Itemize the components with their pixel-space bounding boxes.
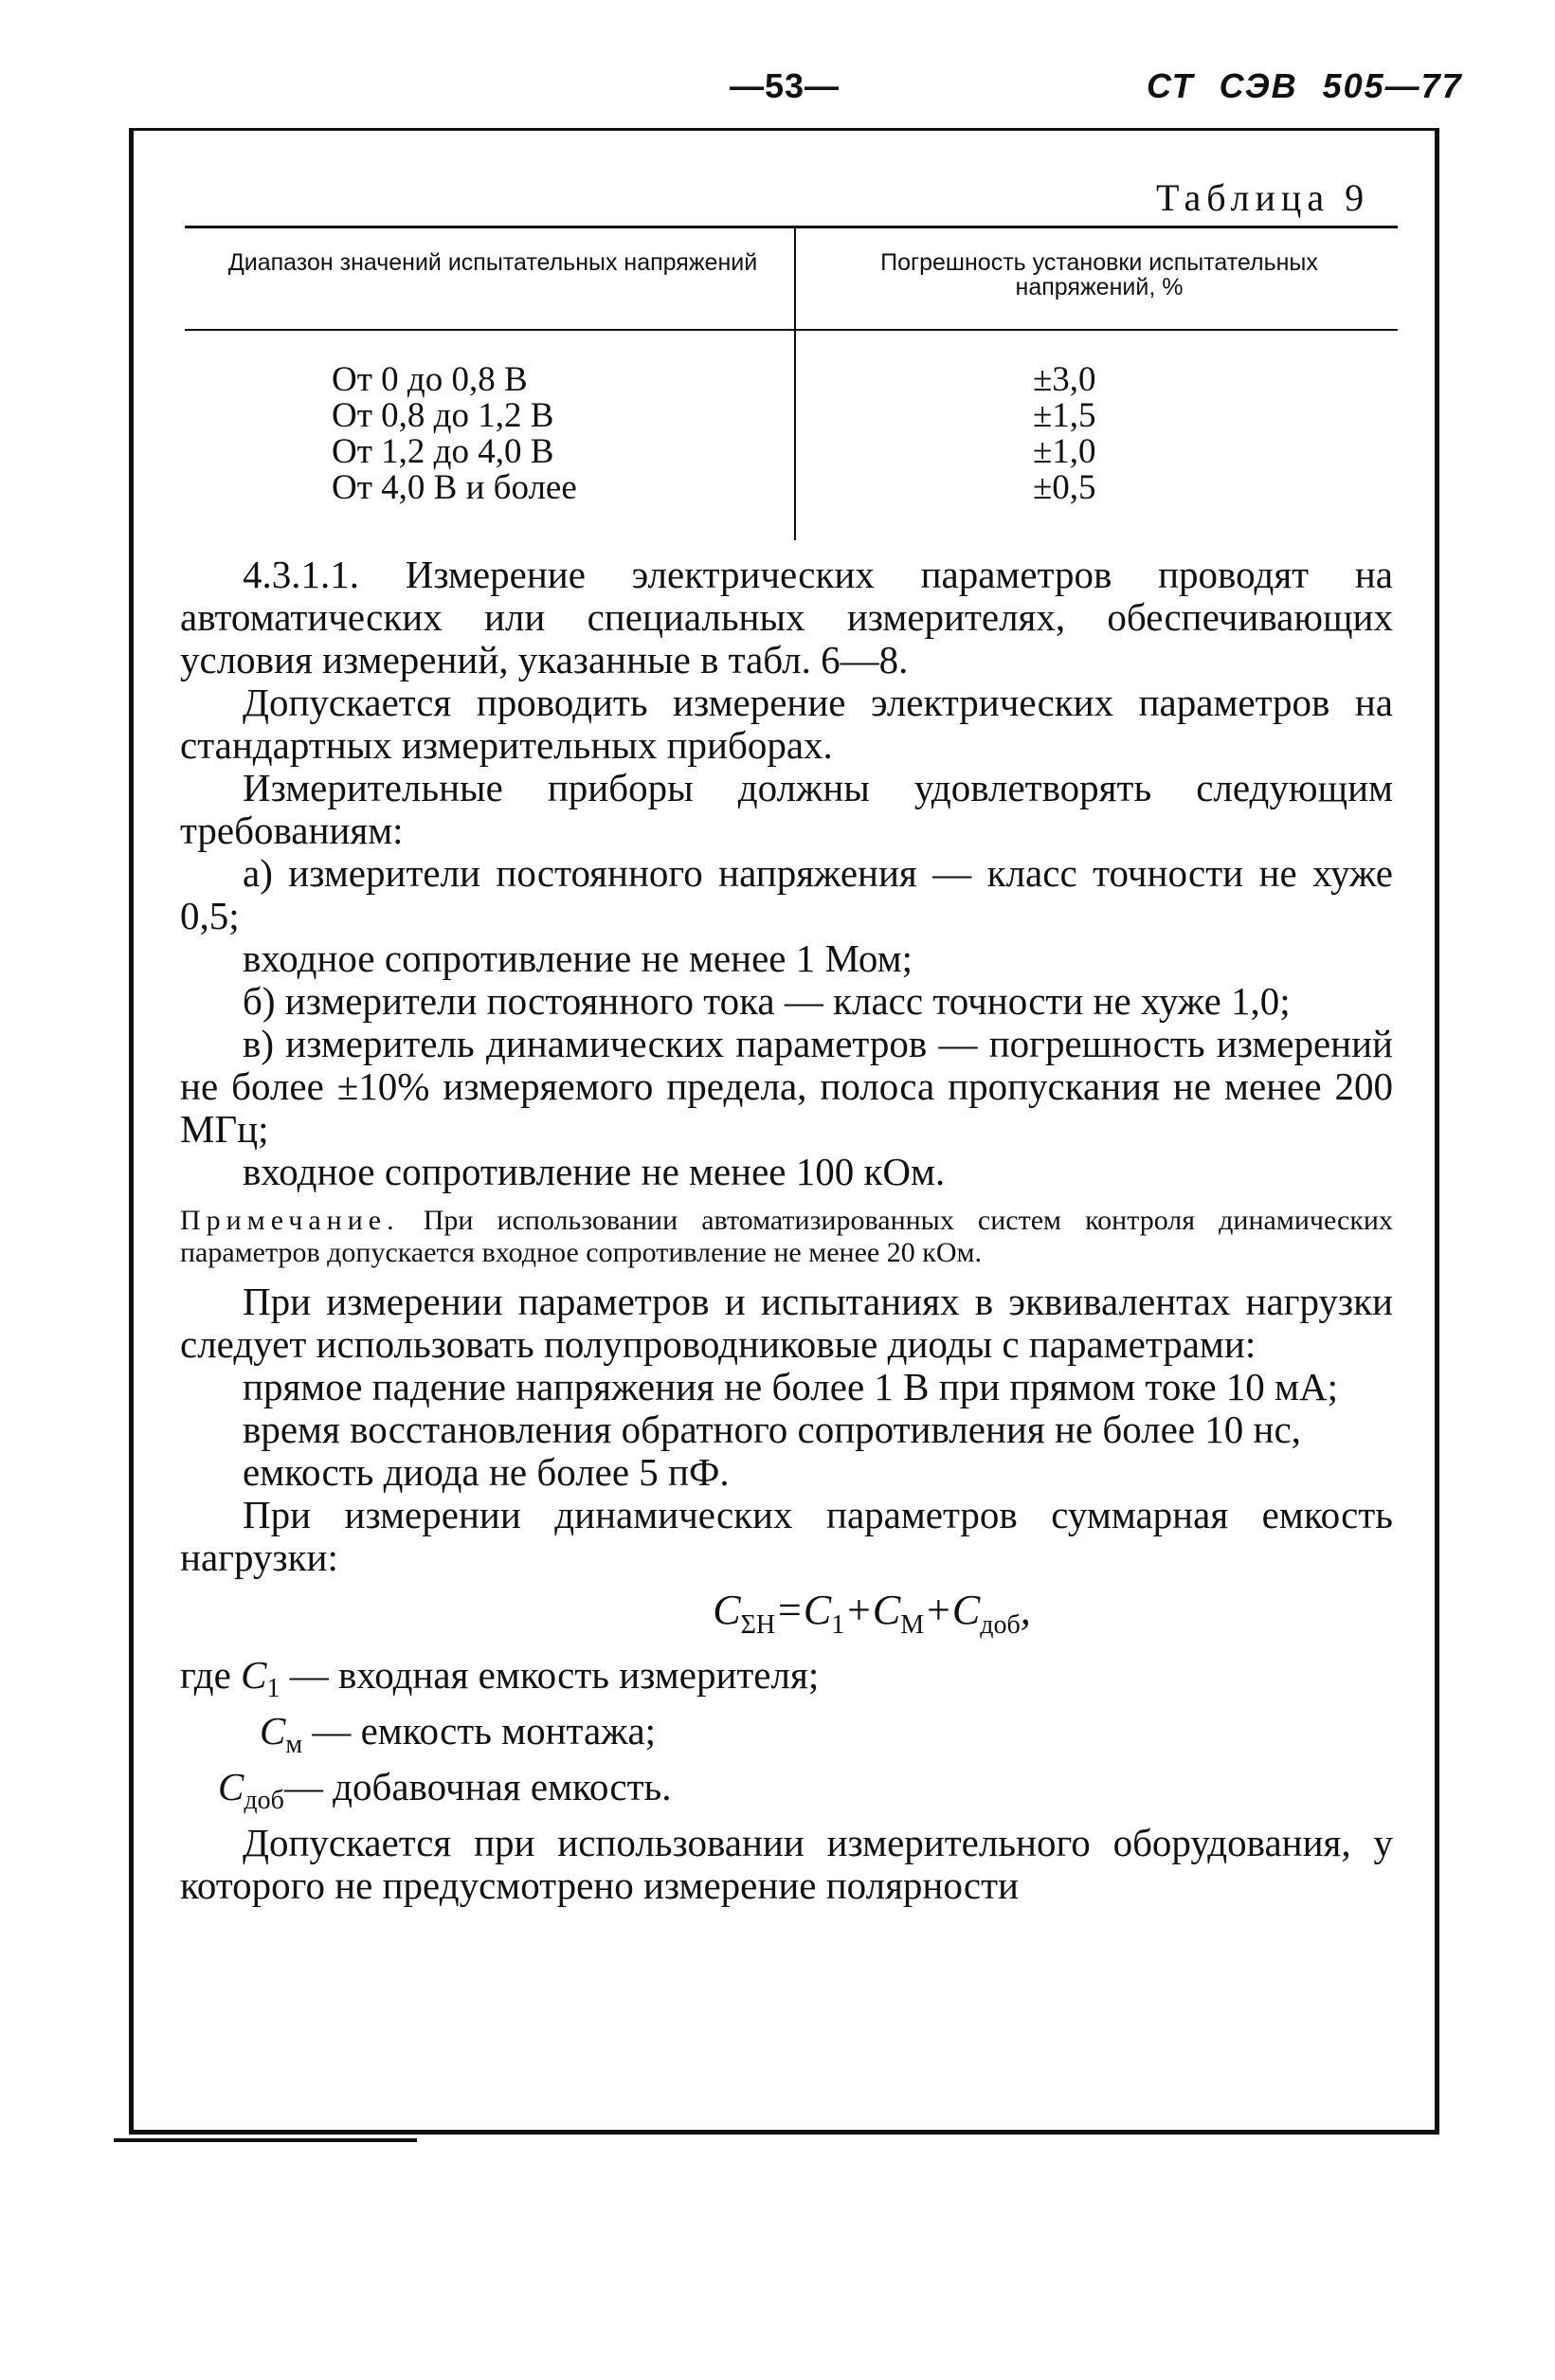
requirement-c: в) измеритель динамических параметров — погрешность измерений не более ±10% измеряемого предела, полоса пропускания не менее 200 МГц; — [180, 1022, 1393, 1151]
body-text — [180, 554, 1393, 1907]
definition-subscript: 1 — [266, 1673, 280, 1703]
paragraph: При измерении параметров и испытаниях в эквивалентах нагрузки следует использовать полупроводниковые диоды с параметрами: — [180, 1280, 1393, 1366]
standard-code: СТ СЭВ 505—77 — [1147, 66, 1463, 105]
requirement-c-input: входное сопротивление не менее 100 кОм. — [243, 1150, 946, 1193]
table-header-rule — [185, 329, 1398, 331]
capacitance-formula: $C_{\Sigma H}=C_1+C_M+C_{доб}$, — [713, 1587, 1031, 1640]
definition-text: — добавочная емкость. — [283, 1765, 672, 1809]
note-text: При использовании автоматизированных систем контроля динамических параметров допускается входное сопротивление не менее 20 кОм. — [180, 1205, 1393, 1268]
paragraph: При измерении динамических параметров суммарная емкость нагрузки: — [180, 1493, 1393, 1579]
range-cell: От 1,2 до 4,0 В — [332, 432, 554, 471]
page-number: —53— — [730, 66, 841, 105]
definition-symbol: C — [241, 1652, 267, 1697]
definition-subscript: доб — [244, 1786, 284, 1816]
definition-text: — входная емкость измерителя; — [280, 1652, 820, 1697]
definition-row — [180, 1654, 1393, 1710]
tolerance-cell: ±1,5 — [1033, 396, 1096, 435]
column-header-range: Диапазон значений испытательных напряжений — [227, 249, 758, 276]
definition-text: — емкость монтажа; — [302, 1708, 657, 1753]
definition-prefix: где — [180, 1652, 242, 1697]
requirement-a: а) измерители постоянного напряжения — класс точности не хуже 0,5; — [180, 851, 1393, 937]
range-cell: От 4,0 В и более — [332, 468, 577, 507]
formula-symbol: C — [713, 1587, 741, 1633]
range-column — [332, 362, 768, 506]
definition-symbol: C — [260, 1708, 286, 1753]
table-top-rule — [185, 226, 1398, 228]
note — [180, 1205, 1393, 1269]
requirement-b: б) измерители постоянного тока — класс точности не хуже 1,0; — [243, 979, 1291, 1023]
formula-subscript: ΣH — [740, 1609, 776, 1640]
column-header-tolerance: Погрешность установки испытательных напряжений, % — [880, 249, 1318, 301]
table-column-divider — [794, 227, 796, 540]
requirement-a-input: входное сопротивление не менее 1 Мом; — [243, 936, 913, 980]
formula-subscript: M — [900, 1609, 925, 1640]
definition-subscript: м — [285, 1730, 303, 1760]
diode-param: время восстановления обратного сопротивления не более 10 нс, — [243, 1408, 1301, 1451]
paragraph: Измерительные приборы должны удовлетворять следующим требованиям: — [180, 766, 1393, 852]
formula-symbol: C — [803, 1587, 832, 1633]
formula-subscript: доб — [980, 1609, 1021, 1640]
definition-row — [180, 1766, 1393, 1822]
paragraph-4-3-1-1: 4.3.1.1. Измерение электрических параметров проводят на автоматических или специальных измерителях, обеспечивающих условия измерений, указанные в табл. 6—8. — [180, 553, 1393, 681]
paragraph: Допускается при использовании измерительного оборудования, у которого не предусмотрено измерение полярности — [180, 1821, 1393, 1908]
table-caption: Таблица 9 — [1156, 176, 1370, 219]
tolerance-cell: ±3,0 — [1033, 360, 1096, 399]
definition-row — [180, 1710, 1393, 1766]
diode-param: емкость диода не более 5 пФ. — [243, 1450, 730, 1494]
diode-param: прямое падение напряжения не более 1 В при прямом токе 10 мА; — [243, 1365, 1338, 1408]
formula-symbol: C — [872, 1587, 901, 1633]
page-header — [0, 66, 1555, 123]
frame-bottom-stroke — [114, 2138, 417, 2142]
formula-definitions — [180, 1654, 1393, 1823]
formula-punct: , — [1020, 1587, 1031, 1633]
tolerance-cell: ±0,5 — [1033, 468, 1096, 507]
note-title: Примечание. — [180, 1205, 400, 1236]
formula-symbol: C — [951, 1587, 981, 1633]
tolerance-column — [1033, 362, 1222, 506]
range-cell: От 0,8 до 1,2 В — [332, 396, 554, 435]
formula-subscript: 1 — [831, 1609, 845, 1640]
tolerance-cell: ±1,0 — [1033, 432, 1096, 471]
paragraph: Допускается проводить измерение электрических параметров на стандартных измерительных приборах. — [180, 681, 1393, 767]
range-cell: От 0 до 0,8 В — [332, 360, 528, 399]
definition-symbol: C — [218, 1765, 244, 1809]
